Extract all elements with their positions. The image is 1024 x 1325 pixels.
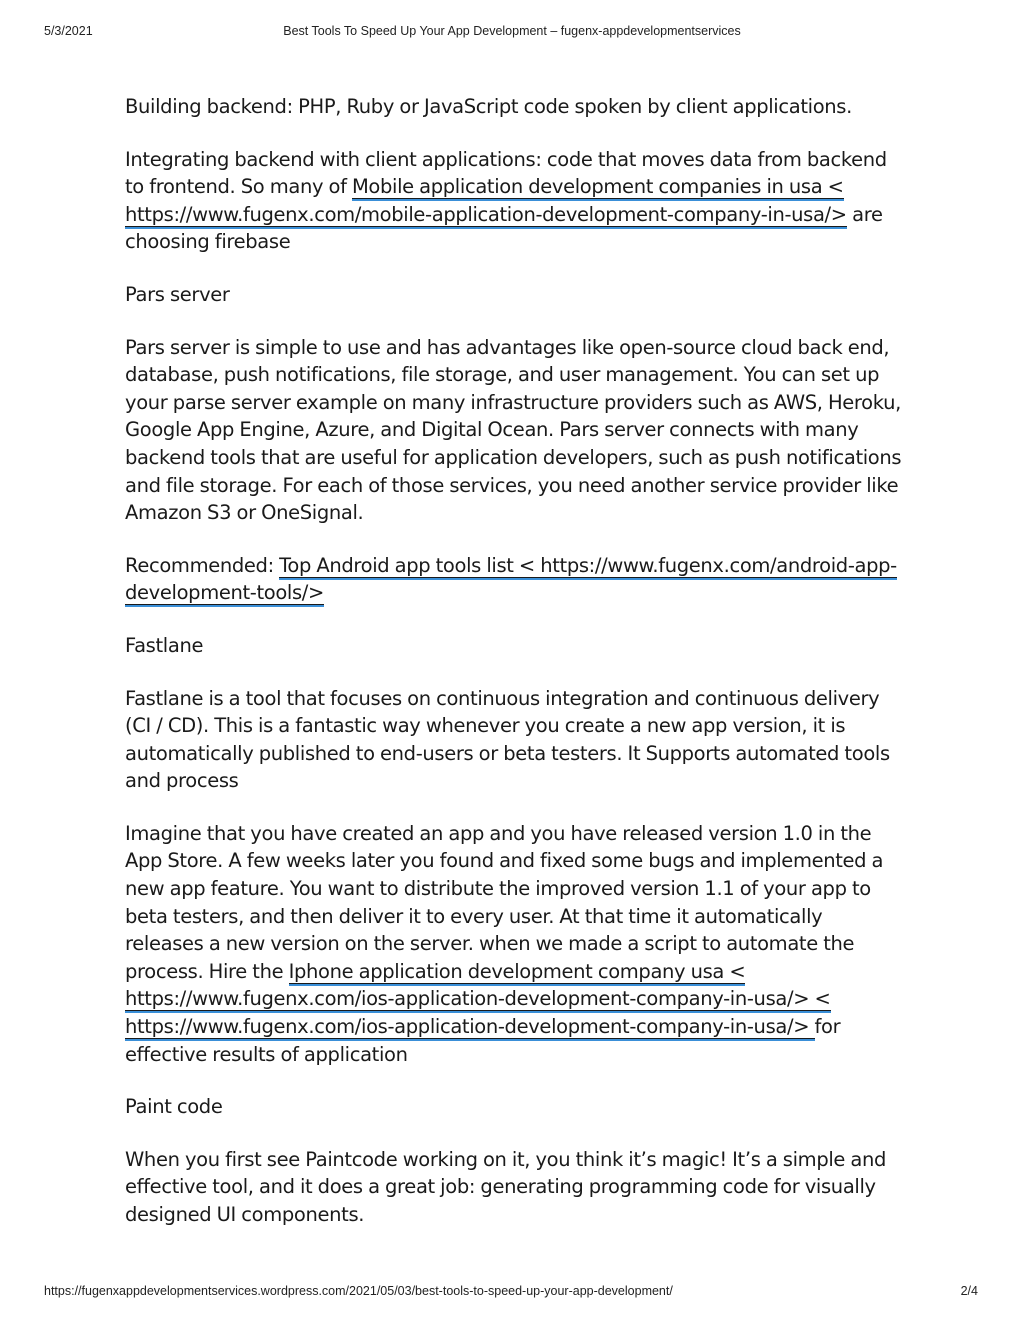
link-iphone-app-development-company[interactable]: Iphone application development company usa < https://www.fugenx.com/ios-application-development-company-in-usa/> < https://www.fugenx.com/ios-application-development-company-in-usa/> xyxy=(125,959,831,1039)
section-heading-pars-server: Pars server xyxy=(125,282,230,306)
page-title: Best Tools To Speed Up Your App Development – fugenx-appdevelopmentservices xyxy=(283,24,741,38)
link-android-app-tools[interactable]: Top Android app tools list < https://www.fugenx.com/android-app-development-tools/> xyxy=(125,553,897,605)
recommended-label: Recommended: xyxy=(125,553,280,577)
paragraph-paint-code: When you first see Paintcode working on it, you think it’s magic! It’s a simple and effective tool, and it does a great job: generating programming code for visually designed UI components. xyxy=(125,1147,887,1226)
page-number: 2/4 xyxy=(960,1284,978,1298)
link-mobile-app-development-companies[interactable]: Mobile application development companies in usa < https://www.fugenx.com/mobile-application-development-company-in-usa/> xyxy=(125,175,847,226)
section-heading-paint-code: Paint code xyxy=(125,1095,223,1119)
paragraph-text: Imagine that you have created an app and you have released version 1.0 in the App Store. A few weeks later you found and fixed some bugs and implemented a new app feature. You want to distribute the improved version 1.1 of your app to beta testers, and then deliver it to every user. At that time it automatically releases a new version on the server. when we made a script to automate the process. Hire the xyxy=(125,821,884,983)
section-heading-fastlane: Fastlane xyxy=(125,633,204,657)
article-body xyxy=(125,93,903,1254)
page-url: https://fugenxappdevelopmentservices.wordpress.com/2021/05/03/best-tools-to-speed-up-your-app-development/ xyxy=(44,1284,673,1298)
paragraph-fastlane-intro: Fastlane is a tool that focuses on continuous integration and continuous delivery (CI / CD). This is a fantastic way whenever you create a new app version, it is automatically published to end-users or beta testers. It Supports automated tools and process xyxy=(125,686,890,793)
paragraph-text: Integrating backend with client applications: code that moves data from backend to frontend. So many of xyxy=(125,147,887,199)
print-date: 5/3/2021 xyxy=(44,24,93,38)
paragraph-recommended xyxy=(125,552,903,607)
paragraph-text: for effective results of application xyxy=(125,1015,841,1066)
paragraph-integrating-backend xyxy=(125,146,903,256)
paragraph-fastlane-example xyxy=(125,820,903,1068)
paragraph-text: are choosing firebase xyxy=(125,202,883,254)
paragraph-pars-server: Pars server is simple to use and has advantages like open-source cloud back end, database, push notifications, file storage, and user management. You can set up your parse server example on many infrastructure providers such as AWS, Heroku, Google App Engine, Azure, and Digital Ocean. Pars server connects with many backend tools that are useful for application developers, such as push notifications and file storage. For each of those services, you need another service provider like Amazon S3 or OneSignal. xyxy=(125,335,902,525)
print-footer xyxy=(44,1284,980,1302)
print-header xyxy=(44,24,980,42)
paragraph-building-backend: Building backend: PHP, Ruby or JavaScript code spoken by client applications. xyxy=(125,95,852,118)
